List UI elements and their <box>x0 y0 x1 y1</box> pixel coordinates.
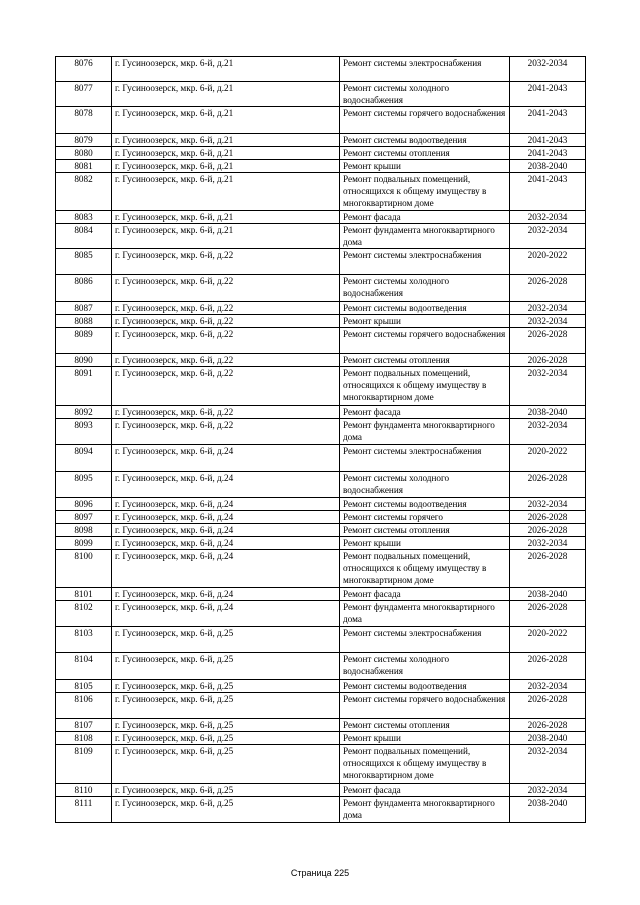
cell-address: г. Гусиноозерск, мкр. 6-й, д.22 <box>112 328 340 354</box>
cell-address: г. Гусиноозерск, мкр. 6-й, д.21 <box>112 224 340 249</box>
table-row <box>56 445 586 472</box>
cell-work-type: Ремонт системы водоотведения <box>340 302 510 315</box>
cell-num: 8078 <box>56 107 112 134</box>
cell-period: 2032-2034 <box>510 211 586 224</box>
table-row <box>56 211 586 224</box>
table-row <box>56 601 586 627</box>
cell-work-type: Ремонт системы отопления <box>340 354 510 367</box>
cell-work-type: Ремонт фундамента многоквартирного дома <box>340 224 510 249</box>
cell-address: г. Гусиноозерск, мкр. 6-й, д.21 <box>112 107 340 134</box>
cell-num: 8103 <box>56 627 112 653</box>
cell-address: г. Гусиноозерск, мкр. 6-й, д.22 <box>112 406 340 419</box>
table-row <box>56 550 586 588</box>
cell-address: г. Гусиноозерск, мкр. 6-й, д.22 <box>112 302 340 315</box>
cell-period: 2032-2034 <box>510 784 586 797</box>
cell-num: 8090 <box>56 354 112 367</box>
table-row <box>56 784 586 797</box>
schedule-table-body <box>56 57 586 823</box>
cell-num: 8104 <box>56 653 112 680</box>
table-row <box>56 693 586 719</box>
table-row <box>56 147 586 160</box>
cell-period: 2041-2043 <box>510 82 586 107</box>
cell-period: 2041-2043 <box>510 134 586 147</box>
cell-num: 8083 <box>56 211 112 224</box>
cell-address: г. Гусиноозерск, мкр. 6-й, д.25 <box>112 719 340 732</box>
table-row <box>56 680 586 693</box>
cell-address: г. Гусиноозерск, мкр. 6-й, д.22 <box>112 275 340 302</box>
table-row <box>56 354 586 367</box>
cell-work-type: Ремонт крыши <box>340 732 510 745</box>
cell-work-type: Ремонт крыши <box>340 315 510 328</box>
cell-work-type: Ремонт системы горячего водоснабжения <box>340 107 510 134</box>
cell-num: 8080 <box>56 147 112 160</box>
cell-num: 8089 <box>56 328 112 354</box>
cell-address: г. Гусиноозерск, мкр. 6-й, д.22 <box>112 354 340 367</box>
cell-work-type: Ремонт системы водоотведения <box>340 498 510 511</box>
cell-num: 8093 <box>56 419 112 445</box>
cell-address: г. Гусиноозерск, мкр. 6-й, д.24 <box>112 601 340 627</box>
cell-period: 2026-2028 <box>510 693 586 719</box>
cell-work-type: Ремонт системы холодного водоснабжения <box>340 472 510 498</box>
cell-work-type: Ремонт системы холодного водоснабжения <box>340 653 510 680</box>
cell-num: 8076 <box>56 57 112 82</box>
cell-work-type: Ремонт подвальных помещений, относящихся к общему имуществу в многоквартирном доме <box>340 367 510 406</box>
cell-address: г. Гусиноозерск, мкр. 6-й, д.21 <box>112 57 340 82</box>
cell-period: 2020-2022 <box>510 249 586 275</box>
cell-period: 2032-2034 <box>510 745 586 784</box>
cell-work-type: Ремонт подвальных помещений, относящихся к общему имуществу в многоквартирном доме <box>340 550 510 588</box>
cell-address: г. Гусиноозерск, мкр. 6-й, д.25 <box>112 627 340 653</box>
table-row <box>56 315 586 328</box>
cell-period: 2020-2022 <box>510 445 586 472</box>
table-row <box>56 498 586 511</box>
cell-work-type: Ремонт подвальных помещений, относящихся к общему имуществу в многоквартирном доме <box>340 745 510 784</box>
cell-work-type: Ремонт системы горячего водоснабжения <box>340 693 510 719</box>
table-row <box>56 719 586 732</box>
cell-address: г. Гусиноозерск, мкр. 6-й, д.22 <box>112 315 340 328</box>
cell-address: г. Гусиноозерск, мкр. 6-й, д.22 <box>112 249 340 275</box>
cell-period: 2038-2040 <box>510 406 586 419</box>
cell-work-type: Ремонт фасада <box>340 211 510 224</box>
table-row <box>56 107 586 134</box>
cell-work-type: Ремонт системы отопления <box>340 147 510 160</box>
table-row <box>56 524 586 537</box>
cell-period: 2026-2028 <box>510 328 586 354</box>
cell-address: г. Гусиноозерск, мкр. 6-й, д.25 <box>112 693 340 719</box>
cell-work-type: Ремонт подвальных помещений, относящихся к общему имуществу в многоквартирном доме <box>340 173 510 211</box>
cell-work-type: Ремонт системы отопления <box>340 719 510 732</box>
cell-work-type: Ремонт крыши <box>340 537 510 550</box>
cell-address: г. Гусиноозерск, мкр. 6-й, д.24 <box>112 472 340 498</box>
cell-num: 8105 <box>56 680 112 693</box>
cell-address: г. Гусиноозерск, мкр. 6-й, д.21 <box>112 160 340 173</box>
cell-num: 8092 <box>56 406 112 419</box>
cell-period: 2032-2034 <box>510 367 586 406</box>
cell-num: 8084 <box>56 224 112 249</box>
cell-period: 2032-2034 <box>510 224 586 249</box>
cell-work-type: Ремонт системы горячего водоснабжения <box>340 328 510 354</box>
cell-period: 2026-2028 <box>510 719 586 732</box>
cell-work-type: Ремонт системы электроснабжения <box>340 249 510 275</box>
schedule-table <box>55 56 586 823</box>
cell-num: 8108 <box>56 732 112 745</box>
cell-work-type: Ремонт фундамента многоквартирного дома <box>340 797 510 823</box>
cell-address: г. Гусиноозерск, мкр. 6-й, д.21 <box>112 82 340 107</box>
cell-num: 8077 <box>56 82 112 107</box>
cell-address: г. Гусиноозерск, мкр. 6-й, д.25 <box>112 745 340 784</box>
cell-work-type: Ремонт фасада <box>340 784 510 797</box>
table-row <box>56 653 586 680</box>
cell-address: г. Гусиноозерск, мкр. 6-й, д.24 <box>112 498 340 511</box>
cell-period: 2026-2028 <box>510 550 586 588</box>
cell-num: 8110 <box>56 784 112 797</box>
cell-num: 8091 <box>56 367 112 406</box>
table-row <box>56 419 586 445</box>
cell-period: 2032-2034 <box>510 57 586 82</box>
cell-period: 2026-2028 <box>510 653 586 680</box>
cell-address: г. Гусиноозерск, мкр. 6-й, д.25 <box>112 653 340 680</box>
cell-address: г. Гусиноозерск, мкр. 6-й, д.24 <box>112 524 340 537</box>
table-row <box>56 406 586 419</box>
cell-num: 8087 <box>56 302 112 315</box>
cell-period: 2026-2028 <box>510 524 586 537</box>
cell-address: г. Гусиноозерск, мкр. 6-й, д.25 <box>112 680 340 693</box>
cell-work-type: Ремонт системы электроснабжения <box>340 57 510 82</box>
cell-work-type: Ремонт системы холодного водоснабжения <box>340 82 510 107</box>
cell-work-type: Ремонт системы электроснабжения <box>340 627 510 653</box>
cell-work-type: Ремонт системы электроснабжения <box>340 445 510 472</box>
cell-period: 2041-2043 <box>510 107 586 134</box>
cell-num: 8096 <box>56 498 112 511</box>
cell-address: г. Гусиноозерск, мкр. 6-й, д.24 <box>112 550 340 588</box>
cell-address: г. Гусиноозерск, мкр. 6-й, д.22 <box>112 367 340 406</box>
cell-period: 2038-2040 <box>510 588 586 601</box>
cell-num: 8079 <box>56 134 112 147</box>
cell-address: г. Гусиноозерск, мкр. 6-й, д.24 <box>112 445 340 472</box>
cell-period: 2020-2022 <box>510 627 586 653</box>
cell-work-type: Ремонт системы отопления <box>340 524 510 537</box>
cell-num: 8101 <box>56 588 112 601</box>
table-row <box>56 173 586 211</box>
cell-period: 2032-2034 <box>510 419 586 445</box>
cell-period: 2032-2034 <box>510 315 586 328</box>
cell-address: г. Гусиноозерск, мкр. 6-й, д.21 <box>112 211 340 224</box>
cell-work-type: Ремонт фундамента многоквартирного дома <box>340 419 510 445</box>
cell-period: 2038-2040 <box>510 160 586 173</box>
cell-period: 2032-2034 <box>510 680 586 693</box>
cell-num: 8098 <box>56 524 112 537</box>
cell-address: г. Гусиноозерск, мкр. 6-й, д.24 <box>112 588 340 601</box>
cell-period: 2041-2043 <box>510 147 586 160</box>
cell-work-type: Ремонт крыши <box>340 160 510 173</box>
table-row <box>56 797 586 823</box>
cell-period: 2032-2034 <box>510 302 586 315</box>
table-row <box>56 249 586 275</box>
cell-period: 2032-2034 <box>510 498 586 511</box>
cell-work-type: Ремонт системы водоотведения <box>340 680 510 693</box>
table-row <box>56 57 586 82</box>
table-row <box>56 745 586 784</box>
cell-period: 2026-2028 <box>510 601 586 627</box>
cell-address: г. Гусиноозерск, мкр. 6-й, д.25 <box>112 797 340 823</box>
cell-period: 2038-2040 <box>510 732 586 745</box>
cell-period: 2026-2028 <box>510 354 586 367</box>
table-row <box>56 160 586 173</box>
cell-num: 8100 <box>56 550 112 588</box>
cell-address: г. Гусиноозерск, мкр. 6-й, д.25 <box>112 732 340 745</box>
cell-num: 8085 <box>56 249 112 275</box>
cell-num: 8106 <box>56 693 112 719</box>
cell-num: 8081 <box>56 160 112 173</box>
cell-num: 8099 <box>56 537 112 550</box>
table-row <box>56 328 586 354</box>
table-row <box>56 367 586 406</box>
cell-address: г. Гусиноозерск, мкр. 6-й, д.24 <box>112 537 340 550</box>
cell-period: 2026-2028 <box>510 275 586 302</box>
table-row <box>56 732 586 745</box>
table-row <box>56 275 586 302</box>
cell-work-type: Ремонт системы водоотведения <box>340 134 510 147</box>
cell-num: 8082 <box>56 173 112 211</box>
cell-period: 2038-2040 <box>510 797 586 823</box>
cell-address: г. Гусиноозерск, мкр. 6-й, д.22 <box>112 419 340 445</box>
cell-num: 8095 <box>56 472 112 498</box>
cell-address: г. Гусиноозерск, мкр. 6-й, д.21 <box>112 147 340 160</box>
cell-period: 2032-2034 <box>510 537 586 550</box>
cell-work-type: Ремонт системы горячего <box>340 511 510 524</box>
table-row <box>56 134 586 147</box>
cell-num: 8109 <box>56 745 112 784</box>
cell-address: г. Гусиноозерск, мкр. 6-й, д.21 <box>112 173 340 211</box>
cell-num: 8097 <box>56 511 112 524</box>
cell-work-type: Ремонт фундамента многоквартирного дома <box>340 601 510 627</box>
cell-address: г. Гусиноозерск, мкр. 6-й, д.25 <box>112 784 340 797</box>
table-row <box>56 537 586 550</box>
table-row <box>56 224 586 249</box>
table-row <box>56 302 586 315</box>
table-row <box>56 627 586 653</box>
cell-work-type: Ремонт системы холодного водоснабжения <box>340 275 510 302</box>
cell-num: 8088 <box>56 315 112 328</box>
cell-period: 2026-2028 <box>510 472 586 498</box>
cell-num: 8107 <box>56 719 112 732</box>
table-row <box>56 82 586 107</box>
cell-period: 2026-2028 <box>510 511 586 524</box>
cell-num: 8094 <box>56 445 112 472</box>
table-row <box>56 588 586 601</box>
cell-address: г. Гусиноозерск, мкр. 6-й, д.21 <box>112 134 340 147</box>
table-row <box>56 472 586 498</box>
table-row <box>56 511 586 524</box>
cell-num: 8102 <box>56 601 112 627</box>
page-number: Страница 225 <box>290 868 350 878</box>
cell-work-type: Ремонт фасада <box>340 406 510 419</box>
cell-work-type: Ремонт фасада <box>340 588 510 601</box>
cell-address: г. Гусиноозерск, мкр. 6-й, д.24 <box>112 511 340 524</box>
cell-period: 2041-2043 <box>510 173 586 211</box>
cell-num: 8086 <box>56 275 112 302</box>
cell-num: 8111 <box>56 797 112 823</box>
